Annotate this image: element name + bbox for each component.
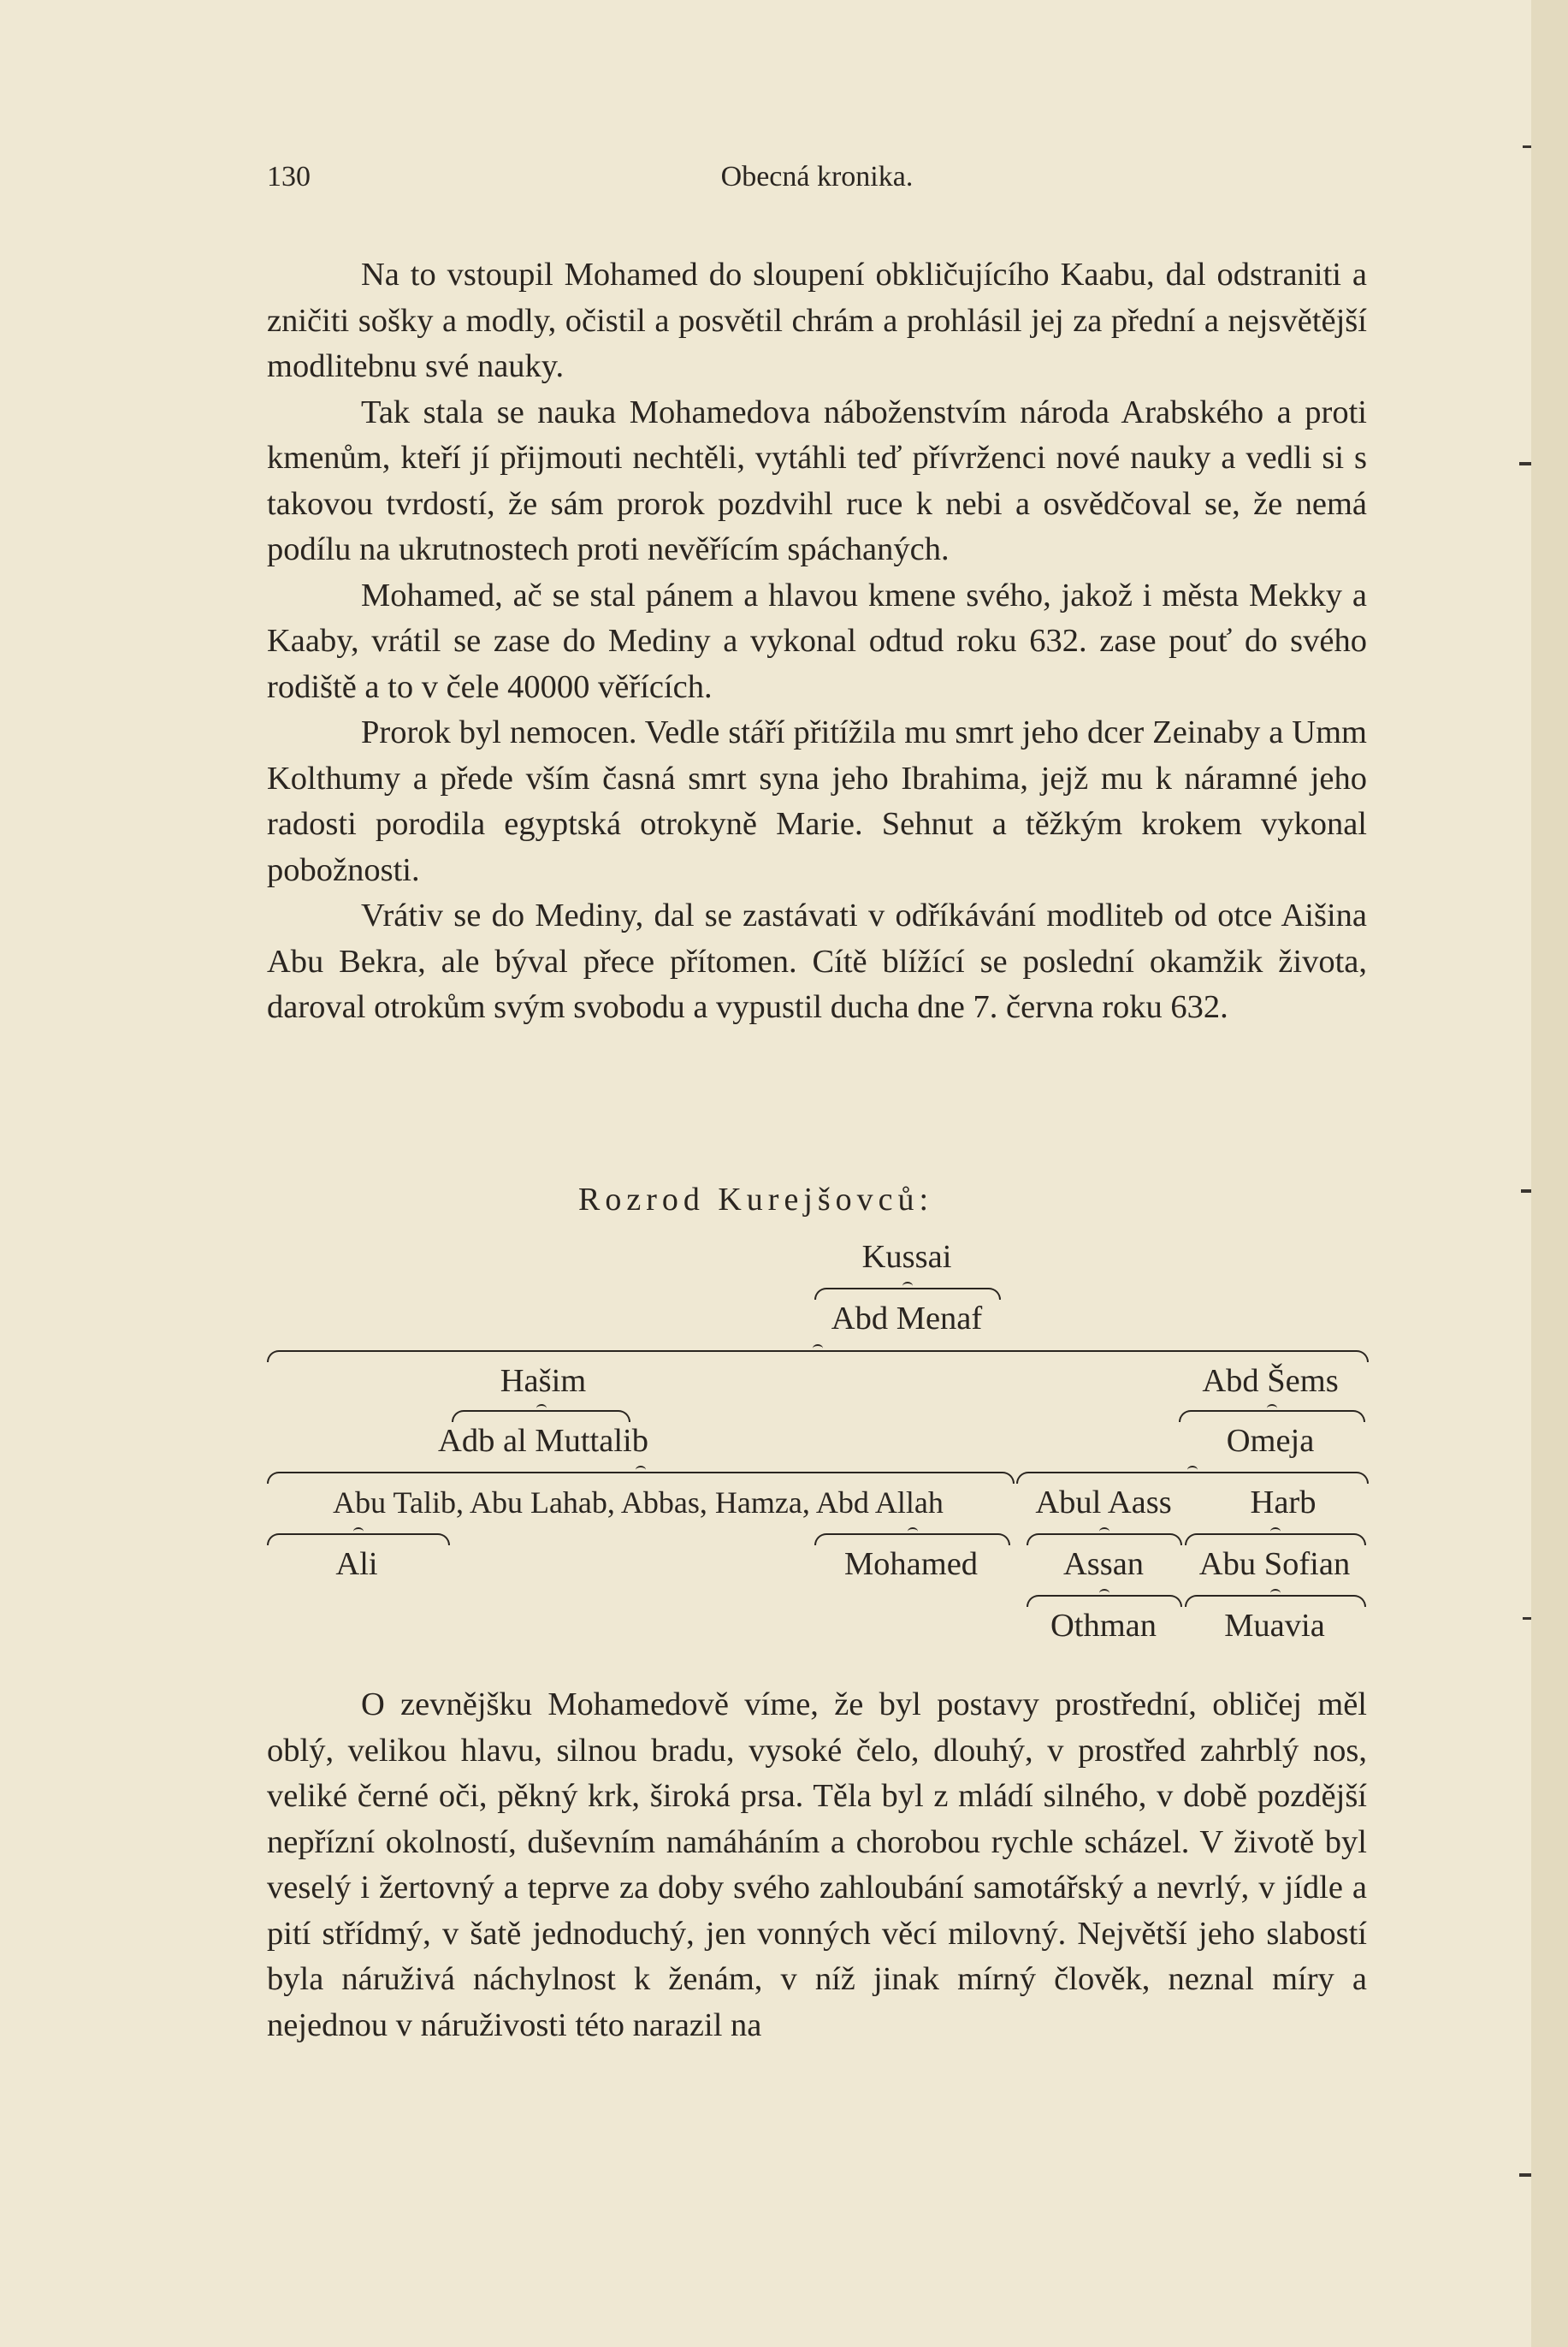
node-kussai: Kussai (861, 1239, 952, 1275)
node-omeja: Omeja (1226, 1423, 1315, 1459)
page-number: 130 (267, 161, 311, 193)
text-block-bottom (267, 1682, 1367, 2048)
running-title: Obecná kronika. (720, 161, 914, 193)
paragraph: Tak stala se nauka Mohamedova náboženstvím národa Arabského a proti kmenům, kteří jí přijmouti nechtěli, vytáhli teď přívrženci nové nauky a vedli si s takovou tvrdostí, že sám prorok pozdvihl ruce k nebi a osvědčoval se, že nemá podílu na ukrutnostech proti nevěřícím spáchaných. (267, 394, 1367, 567)
node-abul-aass: Abul Aass (1035, 1485, 1172, 1520)
margin-mark (1521, 1189, 1531, 1193)
margin-mark (1523, 145, 1531, 148)
node-muavia: Muavia (1224, 1608, 1325, 1644)
node-assan: Assan (1062, 1546, 1145, 1582)
margin-mark (1523, 1617, 1531, 1620)
node-ali: Ali (335, 1546, 378, 1582)
paragraph: O zevnějšku Mohamedově víme, že byl postavy prostřední, obličej měl oblý, velikou hlavu, silnou bradu, vysoké čelo, dlouhý, v prostřed zahrblý nos, veliké černé oči, pěkný krk, široká prsa. Těla byl z mládí silného, v době pozdější nepřízní okolností, duševním namáháním a chorobou rychle scházel. V životě byl veselý i žertovný a teprve za doby svého zahloubání samotářský a nevrlý, v jídle a pití střídmý, v šatě jednoduchý, jen vonných věcí milovný. Největší jeho slabostí byla náruživá náchylnost k ženám, v níž jinak mírný člověk, neznal míry a nejednou v náruživosti této narazil na (267, 1686, 1367, 2043)
paragraph: Mohamed, ač se stal pánem a hlavou kmene svého, jakož i města Mekky a Kaaby, vrátil se zase do Mediny a vykonal odtud roku 632. zase pouť do svého rodiště a to v čele 40000 věřících. (267, 577, 1367, 705)
book-spine (1531, 0, 1568, 2347)
node-hasim: Hašim (500, 1363, 587, 1399)
node-sons: Abu Talib, Abu Lahab, Abbas, Hamza, Abd Allah (333, 1485, 944, 1520)
margin-mark (1519, 2173, 1531, 2177)
node-othman: Othman (1050, 1608, 1157, 1644)
genealogy-title: Rozrod Kurejšovců: (578, 1182, 934, 1218)
margin-mark (1519, 462, 1531, 465)
paragraph: Vrátiv se do Mediny, dal se zastávati v odříkávání modliteb od otce Aišina Abu Bekra, ale býval přece přítomen. Cítě blížící se poslední okamžik života, daroval otrokům svým svobodu a vypustil ducha dne 7. června roku 632. (267, 898, 1367, 1025)
node-abd-menaf: Abd Menaf (831, 1301, 983, 1336)
paragraph: Prorok byl nemocen. Vedle stáří přitížila mu smrt jeho dcer Zeinaby a Umm Kolthumy a přede vším časná smrt syna jeho Ibrahima, jejž mu k náramné jeho radosti porodila egyptská otrokyně Marie. Sehnut a těžkým krokem vykonal pobožnosti. (267, 714, 1367, 888)
paragraph: Na to vstoupil Mohamed do sloupení obkličujícího Kaabu, dal odstraniti a zničiti sošky a modly, očistil a posvětil chrám a prohlásil jej za přední a nejsvětější modlitebnu své nauky. (267, 257, 1367, 384)
node-mohamed: Mohamed (843, 1546, 979, 1582)
node-adb-al-muttalib: Adb al Muttalib (438, 1423, 648, 1459)
node-abu-sofian: Abu Sofian (1198, 1546, 1351, 1582)
node-abd-sems: Abd Šems (1202, 1363, 1339, 1399)
node-harb: Harb (1250, 1485, 1317, 1520)
